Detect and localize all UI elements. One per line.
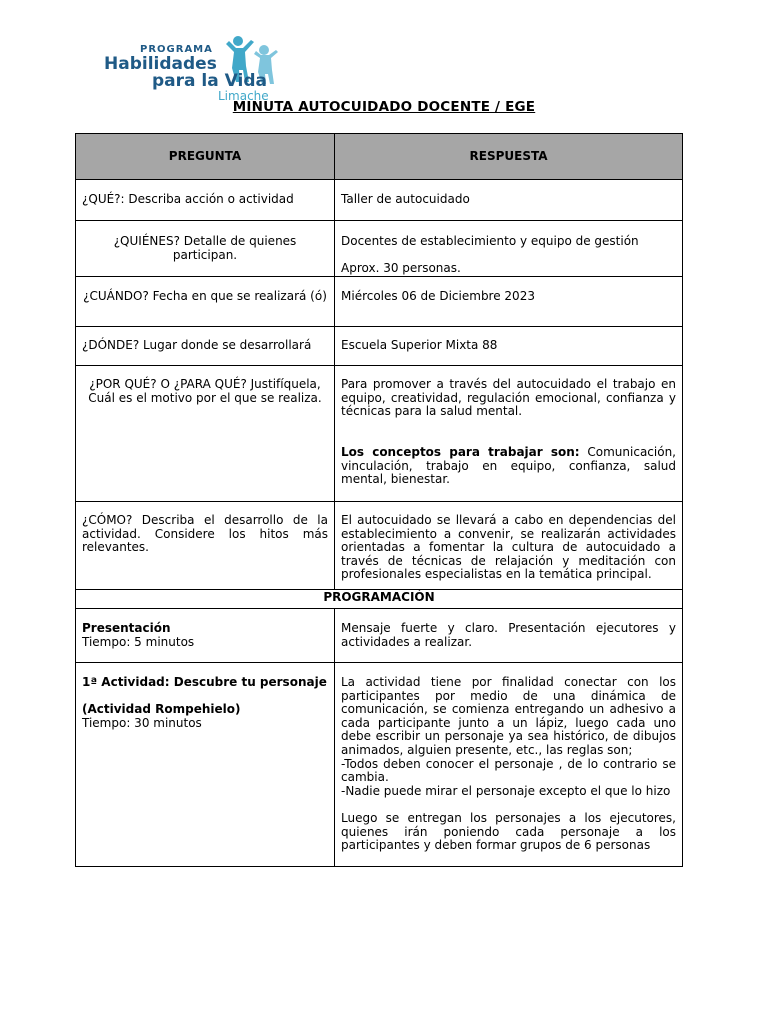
answer-donde: Escuela Superior Mixta 88 <box>335 327 683 366</box>
logo-location-text: Limache <box>218 89 269 103</box>
answer-quienes-line1: Docentes de establecimiento y equipo de gestión <box>341 234 639 248</box>
table-row <box>76 277 683 327</box>
answer-porque-p1: Para promover a través del autocuidado el trabajo en equipo, creatividad, regulación emocional, confianza y técnicas para la salud mental. <box>341 377 676 419</box>
presentacion-time: Tiempo: 5 minutos <box>82 634 195 649</box>
question-porque: ¿POR QUÉ? O ¿PARA QUÉ? Justifíquela, Cuál es el motivo por el que se realiza. <box>76 366 335 502</box>
programacion-header: PROGRAMACIÓN <box>76 590 683 609</box>
table-row <box>76 663 683 867</box>
answer-porque-concepts: Comunicación, vinculación, trabajo en equipo, confianza, salud mental, bienestar. <box>341 444 677 487</box>
actividad1-followup: Luego se entregan los personajes a los ejecutores, quienes irán poniendo cada personaje a los participantes y deben formar grupos de 6 personas <box>341 810 676 853</box>
actividad1-description: La actividad tiene por finalidad conectar con los participantes por medio de una dinámica de comunicación, se comienza entregando un adhesivo a cada participante junto a un lápiz, luego cada uno debe escribir un personaje ya sea histórico, de dibujos animados, alguien presente, etc., las reglas son; <box>341 676 676 757</box>
programacion-row <box>76 590 683 609</box>
question-donde: ¿DÓNDE? Lugar donde se desarrollará <box>76 327 335 366</box>
actividad1-title: 1ª Actividad: Descubre tu personaje <box>82 675 327 689</box>
answer-porque-concepts-label: Los conceptos para trabajar son: <box>341 444 580 459</box>
question-cuando: ¿CUÁNDO? Fecha en que se realizará (ó) <box>76 277 335 327</box>
logo-habilidades-text: Habilidades <box>104 54 217 74</box>
table-row <box>76 180 683 221</box>
table-header-row <box>76 134 683 180</box>
answer-presentacion: Mensaje fuerte y claro. Presentación ejecutores y actividades a realizar. <box>335 609 683 663</box>
table-row <box>76 609 683 663</box>
table-row <box>76 502 683 590</box>
actividad1-time: Tiempo: 30 minutos <box>82 715 202 730</box>
question-quienes: ¿QUIÉNES? Detalle de quienes participan. <box>76 221 335 277</box>
table-row <box>76 327 683 366</box>
table-row <box>76 221 683 277</box>
answer-cuando: Miércoles 06 de Diciembre 2023 <box>335 277 683 327</box>
logo-para-la-vida-text: para la Vida <box>152 71 267 91</box>
table-row <box>76 366 683 502</box>
answer-porque <box>335 366 683 502</box>
question-que: ¿QUÉ?: Describa acción o actividad <box>76 180 335 221</box>
program-logo <box>100 34 300 104</box>
actividad1-cell <box>76 663 335 867</box>
actividad1-rule-2: -Nadie puede mirar el personaje excepto el que lo hizo <box>341 783 671 798</box>
presentacion-cell <box>76 609 335 663</box>
logo-programa-text: PROGRAMA <box>140 44 213 55</box>
presentacion-title: Presentación <box>82 621 171 635</box>
answer-actividad1 <box>335 663 683 867</box>
answer-como: El autocuidado se llevará a cabo en dependencias del establecimiento a convenir, se realizarán actividades orientadas a fomentar la cultura de autocuidado a través de técnicas de relajación y meditación con profesionales especialistas en la temática principal. <box>335 502 683 590</box>
answer-quienes <box>335 221 683 277</box>
header-pregunta: PREGUNTA <box>76 134 335 180</box>
answer-quienes-line2: Aprox. 30 personas. <box>341 260 461 275</box>
actividad1-subtitle: (Actividad Rompehielo) <box>82 702 241 717</box>
header-respuesta: RESPUESTA <box>335 134 683 180</box>
minuta-table <box>75 133 683 867</box>
document-title: MINUTA AUTOCUIDADO DOCENTE / EGE <box>232 99 536 115</box>
answer-que: Taller de autocuidado <box>335 180 683 221</box>
question-como: ¿CÓMO? Describa el desarrollo de la actividad. Considere los hitos más relevantes. <box>76 502 335 590</box>
actividad1-rule-1: -Todos deben conocer el personaje , de lo contrario se cambia. <box>341 756 676 785</box>
